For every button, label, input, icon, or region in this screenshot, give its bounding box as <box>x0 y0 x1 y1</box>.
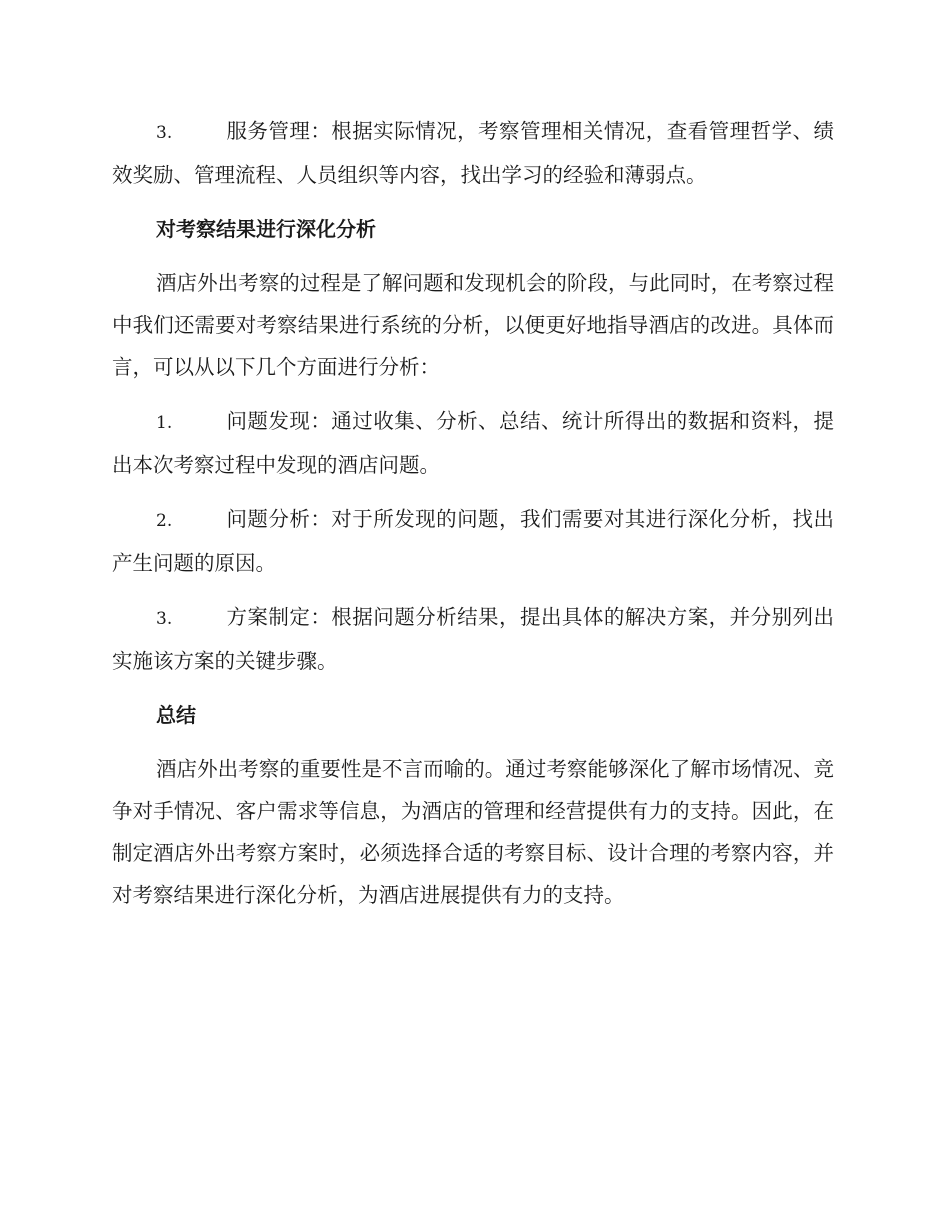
section-heading-analysis: 对考察结果进行深化分析 <box>156 217 376 241</box>
list-item-number: 3. <box>156 123 173 143</box>
list-item-number: 3. <box>156 609 173 629</box>
list-item-text: 问题分析：对于所发现的问题，我们需要对其进行深化分析，找出产生问题的原因。 <box>112 507 834 575</box>
list-item-number: 2. <box>156 511 173 531</box>
list-item-plan-formulation <box>112 596 834 682</box>
analysis-intro-paragraph: 酒店外出考察的过程是了解问题和发现机会的阶段，与此同时，在考察过程中我们还需要对考察结果进行系统的分析，以便更好地指导酒店的改进。具体而言，可以从以下几个方面进行分析： <box>112 271 834 379</box>
summary-paragraph: 酒店外出考察的重要性是不言而喻的。通过考察能够深化了解市场情况、竞争对手情况、客户需求等信息，为酒店的管理和经营提供有力的支持。因此，在制定酒店外出考察方案时，必须选择合适的考察目标、设计合理的考察内容，并对考察结果进行深化分析，为酒店进展提供有力的支持。 <box>112 757 834 907</box>
list-item-number: 1. <box>156 413 173 433</box>
section-heading-summary: 总结 <box>156 703 196 727</box>
document-body <box>112 110 834 928</box>
list-item-text: 问题发现：通过收集、分析、总结、统计所得出的数据和资料，提出本次考察过程中发现的酒店问题。 <box>112 409 834 477</box>
list-item-text: 方案制定：根据问题分析结果，提出具体的解决方案，并分别列出实施该方案的关键步骤。 <box>112 605 834 673</box>
list-item-problem-discovery <box>112 400 834 486</box>
list-item-service-management <box>112 110 834 196</box>
list-item-text: 服务管理：根据实际情况，考察管理相关情况，查看管理哲学、绩效奖励、管理流程、人员组织等内容，找出学习的经验和薄弱点。 <box>112 119 834 187</box>
list-item-problem-analysis <box>112 498 834 584</box>
